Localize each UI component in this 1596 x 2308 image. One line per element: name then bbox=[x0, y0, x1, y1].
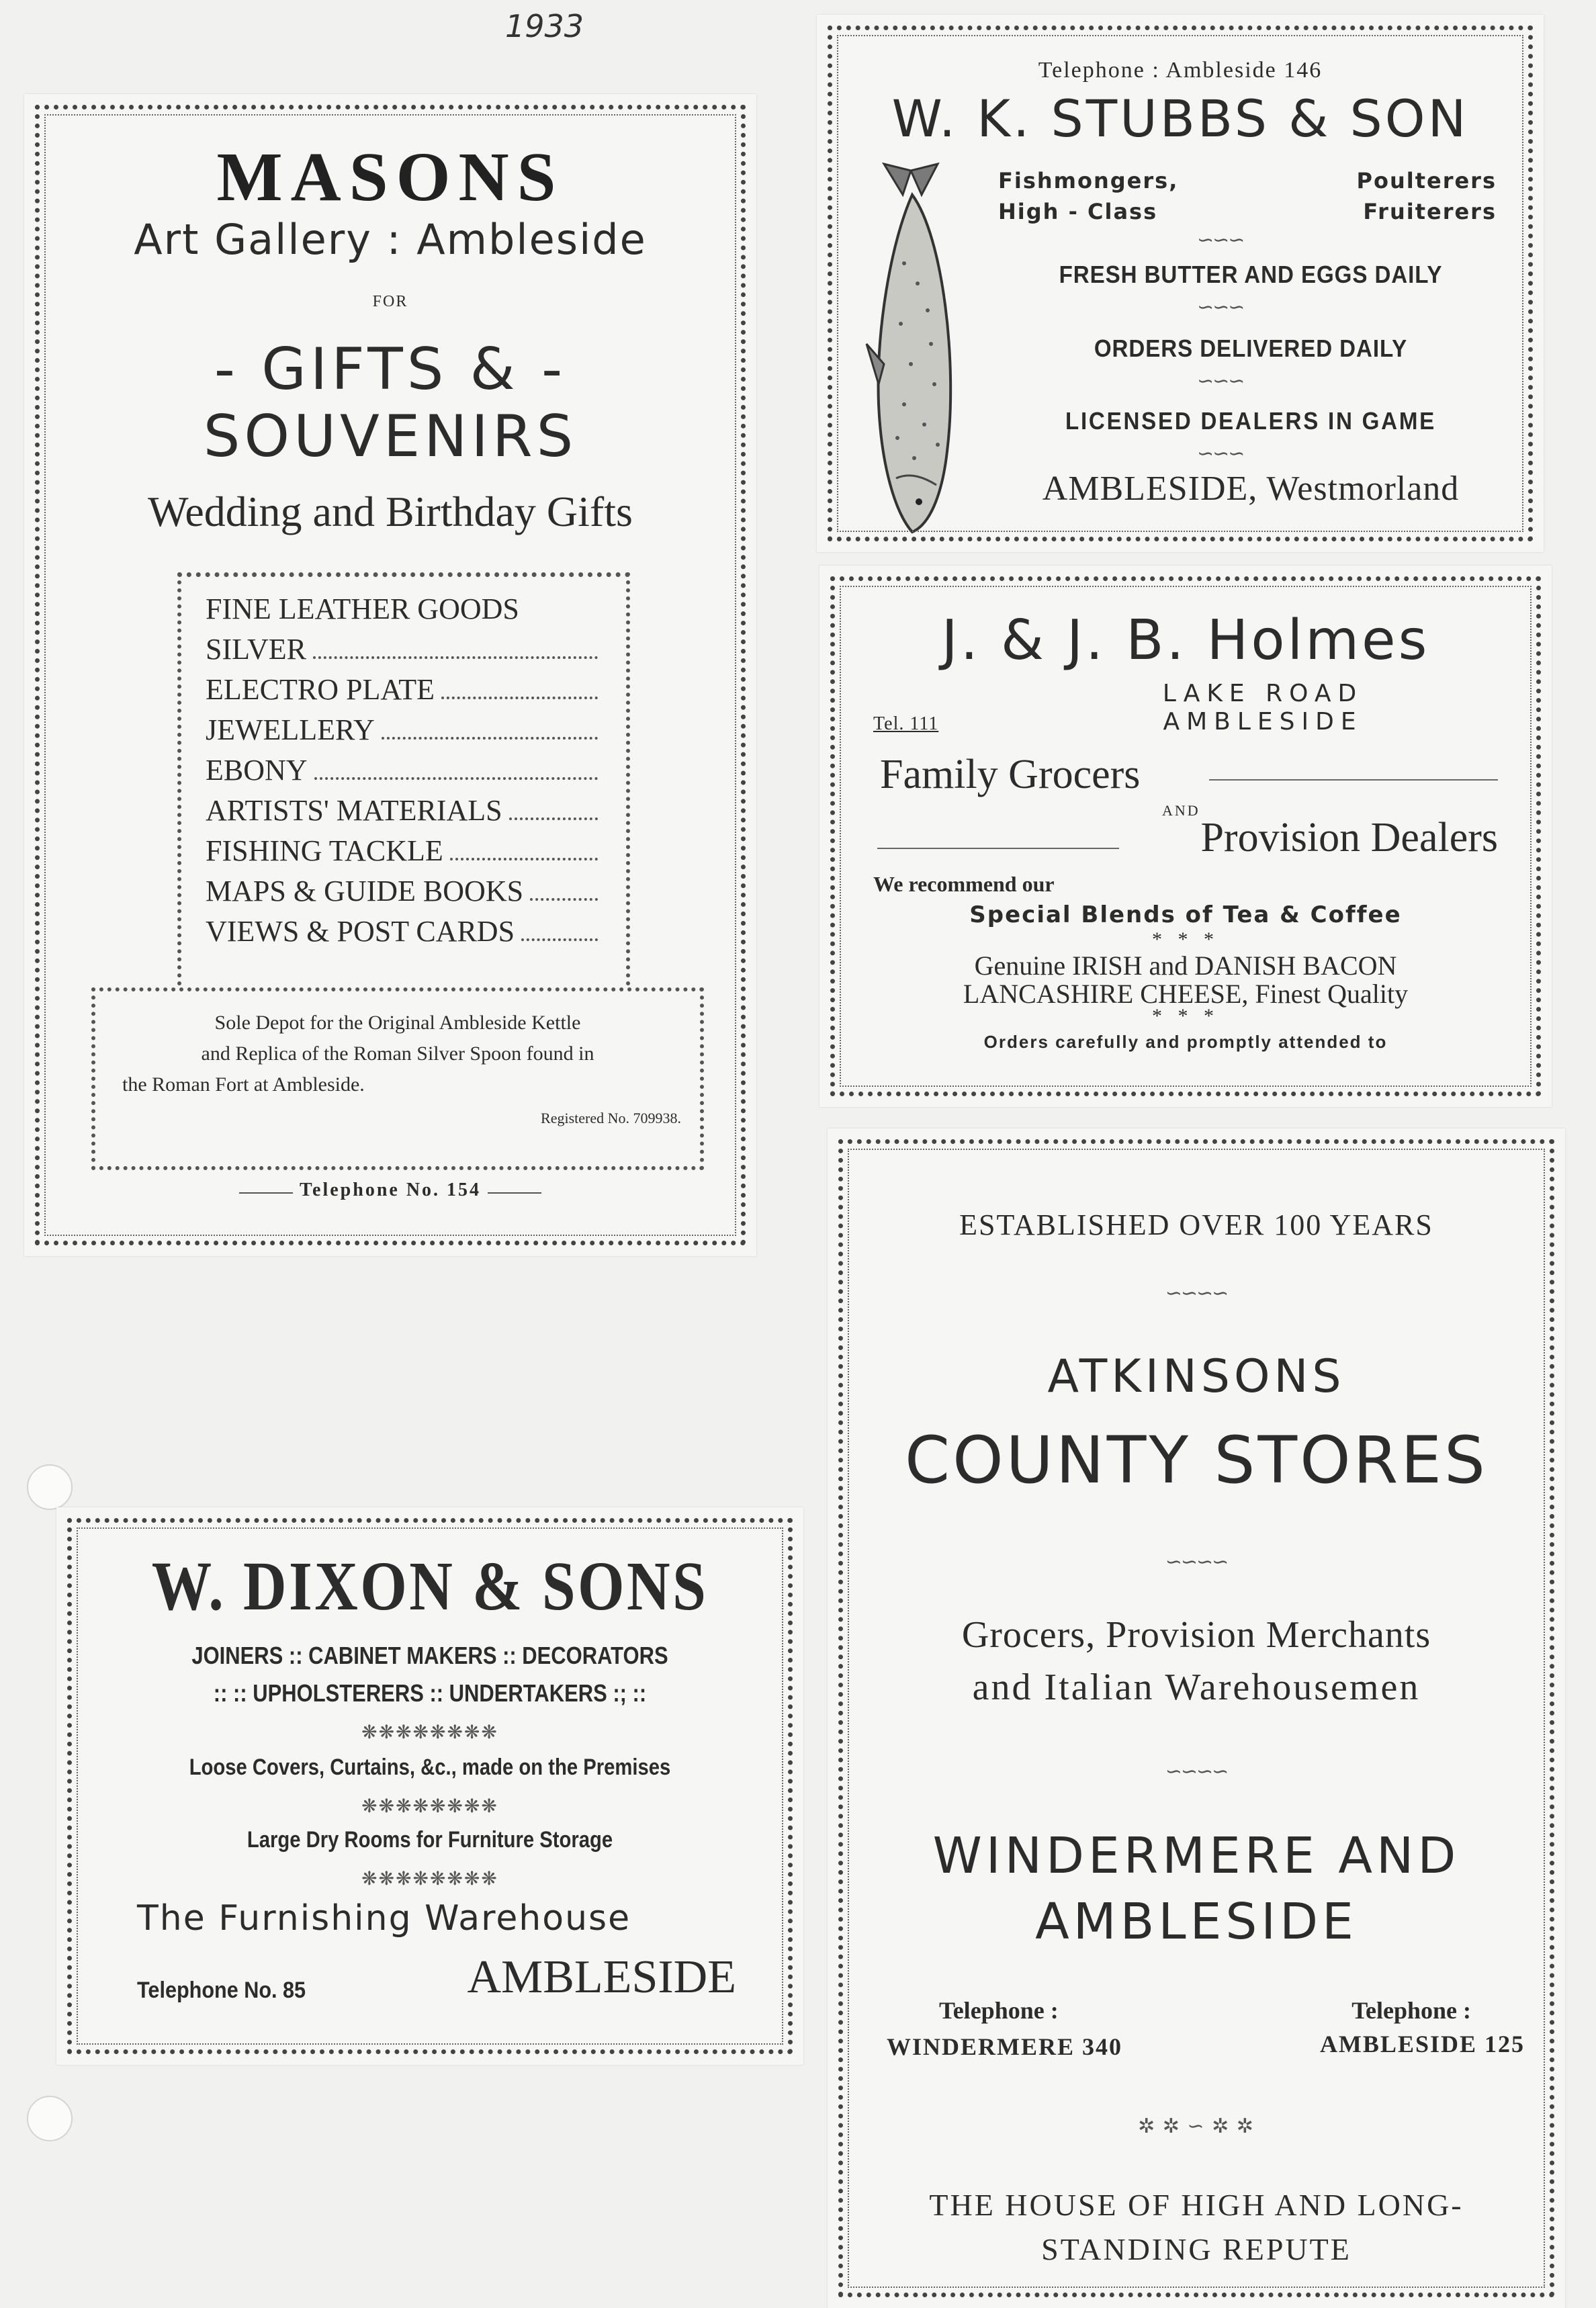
dixon-name: W. DIXON & SONS bbox=[151, 1548, 709, 1625]
stubbs-trade-1a: Fishmongers, bbox=[998, 168, 1179, 193]
masons-for: FOR bbox=[372, 293, 408, 310]
masons-sole-depot-box bbox=[91, 987, 704, 1170]
sole-line-3: the Roman Fort at Ambleside. bbox=[122, 1073, 365, 1096]
wave-ornament: ∽∽∽ bbox=[1197, 296, 1244, 318]
dixon-covers: Loose Covers, Curtains, &c., made on the Premises bbox=[189, 1755, 671, 1780]
atkinsons-advert bbox=[828, 1128, 1565, 2308]
masons-advert bbox=[24, 94, 756, 1256]
dixon-trades-1: JOINERS :: CABINET MAKERS :: DECORATORS bbox=[191, 1642, 668, 1669]
dixon-warehouse: The Furnishing Warehouse bbox=[137, 1898, 631, 1939]
stubbs-telephone: Telephone : Ambleside 146 bbox=[1038, 58, 1323, 83]
goods-item: SILVER bbox=[206, 632, 602, 672]
stubbs-orders: ORDERS DELIVERED DAILY bbox=[1094, 335, 1408, 362]
atkinsons-name: ATKINSONS bbox=[1047, 1350, 1345, 1403]
atkinsons-grocers-1: Grocers, Provision Merchants bbox=[961, 1614, 1431, 1656]
holmes-name: J. & J. B. Holmes bbox=[941, 609, 1430, 672]
holmes-town: AMBLESIDE bbox=[1163, 708, 1363, 736]
wave-ornament: ∽∽∽ bbox=[1197, 443, 1244, 465]
holmes-bacon: Genuine IRISH and DANISH BACON bbox=[974, 950, 1397, 981]
masons-goods-list bbox=[206, 592, 602, 955]
atkinsons-house-1: THE HOUSE OF HIGH AND LONG- bbox=[929, 2188, 1464, 2222]
atkinsons-tel-left: WINDERMERE 340 bbox=[887, 2033, 1123, 2060]
wave-ornament: ∽∽∽ bbox=[1197, 370, 1244, 392]
goods-item: FINE LEATHER GOODS bbox=[206, 592, 519, 625]
holmes-tel: Tel. 111 bbox=[873, 713, 939, 734]
dixon-telephone: Telephone No. 85 bbox=[137, 1978, 306, 2003]
stubbs-trade-1b: Poulterers bbox=[1356, 168, 1497, 193]
goods-item: ELECTRO PLATE bbox=[206, 672, 602, 713]
atkinsons-places-1: WINDERMERE AND bbox=[932, 1827, 1460, 1885]
atkinsons-tel-label-right: Telephone : bbox=[1351, 1997, 1471, 2024]
holmes-street: LAKE ROAD bbox=[1162, 680, 1364, 707]
masons-gifts: - GIFTS & - bbox=[214, 336, 567, 403]
holmes-provision-rule bbox=[877, 848, 1119, 849]
holmes-family-rule bbox=[1209, 779, 1498, 781]
dixon-trades-2: :: :: UPHOLSTERERS :: UNDERTAKERS :; :: bbox=[213, 1679, 647, 1707]
holmes-family: Family Grocers bbox=[880, 752, 1141, 797]
holmes-stars: * * * bbox=[1152, 928, 1219, 950]
atkinsons-places-2: AMBLESIDE bbox=[1035, 1893, 1358, 1951]
holmes-recommend: We recommend our bbox=[873, 872, 1055, 896]
wave-ornament: ∽∽∽ bbox=[1197, 229, 1244, 251]
masons-souvenirs: SOUVENIRS bbox=[203, 403, 578, 470]
punch-hole-bottom bbox=[27, 2096, 73, 2141]
holmes-blends: Special Blends of Tea & Coffee bbox=[969, 901, 1402, 928]
atkinsons-grocers-2: and Italian Warehousemen bbox=[972, 1667, 1421, 1708]
sole-line-2: and Replica of the Roman Silver Spoon found in bbox=[201, 1042, 594, 1065]
holmes-provision: Provision Dealers bbox=[1200, 815, 1498, 860]
dixon-ornament: ❋❋❋❋❋❋❋❋ bbox=[361, 1722, 498, 1743]
stubbs-game: LICENSED DEALERS IN GAME bbox=[1065, 407, 1437, 435]
fish-illustration bbox=[864, 163, 971, 539]
holmes-orders: Orders carefully and promptly attended to bbox=[983, 1032, 1388, 1052]
goods-item: ARTISTS' MATERIALS bbox=[206, 793, 602, 834]
stubbs-name: W. K. STUBBS & SON bbox=[891, 89, 1469, 148]
masons-subtitle: Art Gallery : Ambleside bbox=[134, 215, 647, 264]
goods-item: MAPS & GUIDE BOOKS bbox=[206, 874, 602, 914]
wave-ornament: ∽∽∽∽ bbox=[1165, 1551, 1228, 1573]
goods-item: JEWELLERY bbox=[206, 713, 602, 753]
goods-item: FISHING TACKLE bbox=[206, 834, 602, 874]
goods-item: EBONY bbox=[206, 753, 602, 793]
masons-wedding: Wedding and Birthday Gifts bbox=[148, 488, 633, 535]
punch-hole-top bbox=[27, 1464, 73, 1510]
dixon-ornament: ❋❋❋❋❋❋❋❋ bbox=[361, 1796, 498, 1817]
masons-telephone-row bbox=[24, 1180, 756, 1201]
wave-ornament: ∽∽∽∽ bbox=[1165, 1282, 1228, 1304]
dixon-advert bbox=[56, 1507, 803, 2065]
atkinsons-tel-label-left: Telephone : bbox=[939, 1997, 1059, 2024]
stubbs-butter: FRESH BUTTER AND EGGS DAILY bbox=[1059, 261, 1443, 288]
stubbs-trade-2a: High - Class bbox=[998, 199, 1158, 224]
holmes-and: AND bbox=[1162, 802, 1200, 819]
dixon-ornament: ❋❋❋❋❋❋❋❋ bbox=[361, 1869, 498, 1890]
dixon-town: AMBLESIDE bbox=[467, 1951, 736, 2003]
masons-registered: Registered No. 709938. bbox=[541, 1110, 681, 1126]
atkinsons-stores: COUNTY STORES bbox=[905, 1423, 1488, 1498]
masons-name: MASONS bbox=[216, 138, 564, 216]
masons-goods-box bbox=[177, 572, 630, 1074]
holmes-advert bbox=[819, 566, 1552, 1107]
holmes-cheese: LANCASHIRE CHEESE, Finest Quality bbox=[963, 979, 1409, 1009]
goods-item: VIEWS & POST CARDS bbox=[206, 914, 602, 955]
stubbs-trade-2b: Fruiterers bbox=[1363, 199, 1497, 224]
holmes-stars-2: * * * bbox=[1152, 1005, 1219, 1027]
atkinsons-house-2: STANDING REPUTE bbox=[1041, 2232, 1351, 2266]
handwritten-year: 1933 bbox=[505, 8, 584, 44]
wave-ornament: ∽∽∽∽ bbox=[1165, 1761, 1228, 1783]
atkinsons-tel-right: AMBLESIDE 125 bbox=[1319, 2031, 1525, 2057]
stubbs-advert bbox=[817, 15, 1544, 552]
sole-line-1: Sole Depot for the Original Ambleside Kettle bbox=[214, 1012, 581, 1034]
atkinsons-ornament: ✲ ✲ ∽ ✲ ✲ bbox=[1138, 2115, 1255, 2137]
masons-telephone: Telephone No. 154 bbox=[299, 1180, 482, 1200]
atkinsons-established: ESTABLISHED OVER 100 YEARS bbox=[959, 1208, 1433, 1241]
stubbs-address: AMBLESIDE, Westmorland bbox=[1042, 470, 1460, 508]
dixon-rooms: Large Dry Rooms for Furniture Storage bbox=[247, 1827, 613, 1853]
